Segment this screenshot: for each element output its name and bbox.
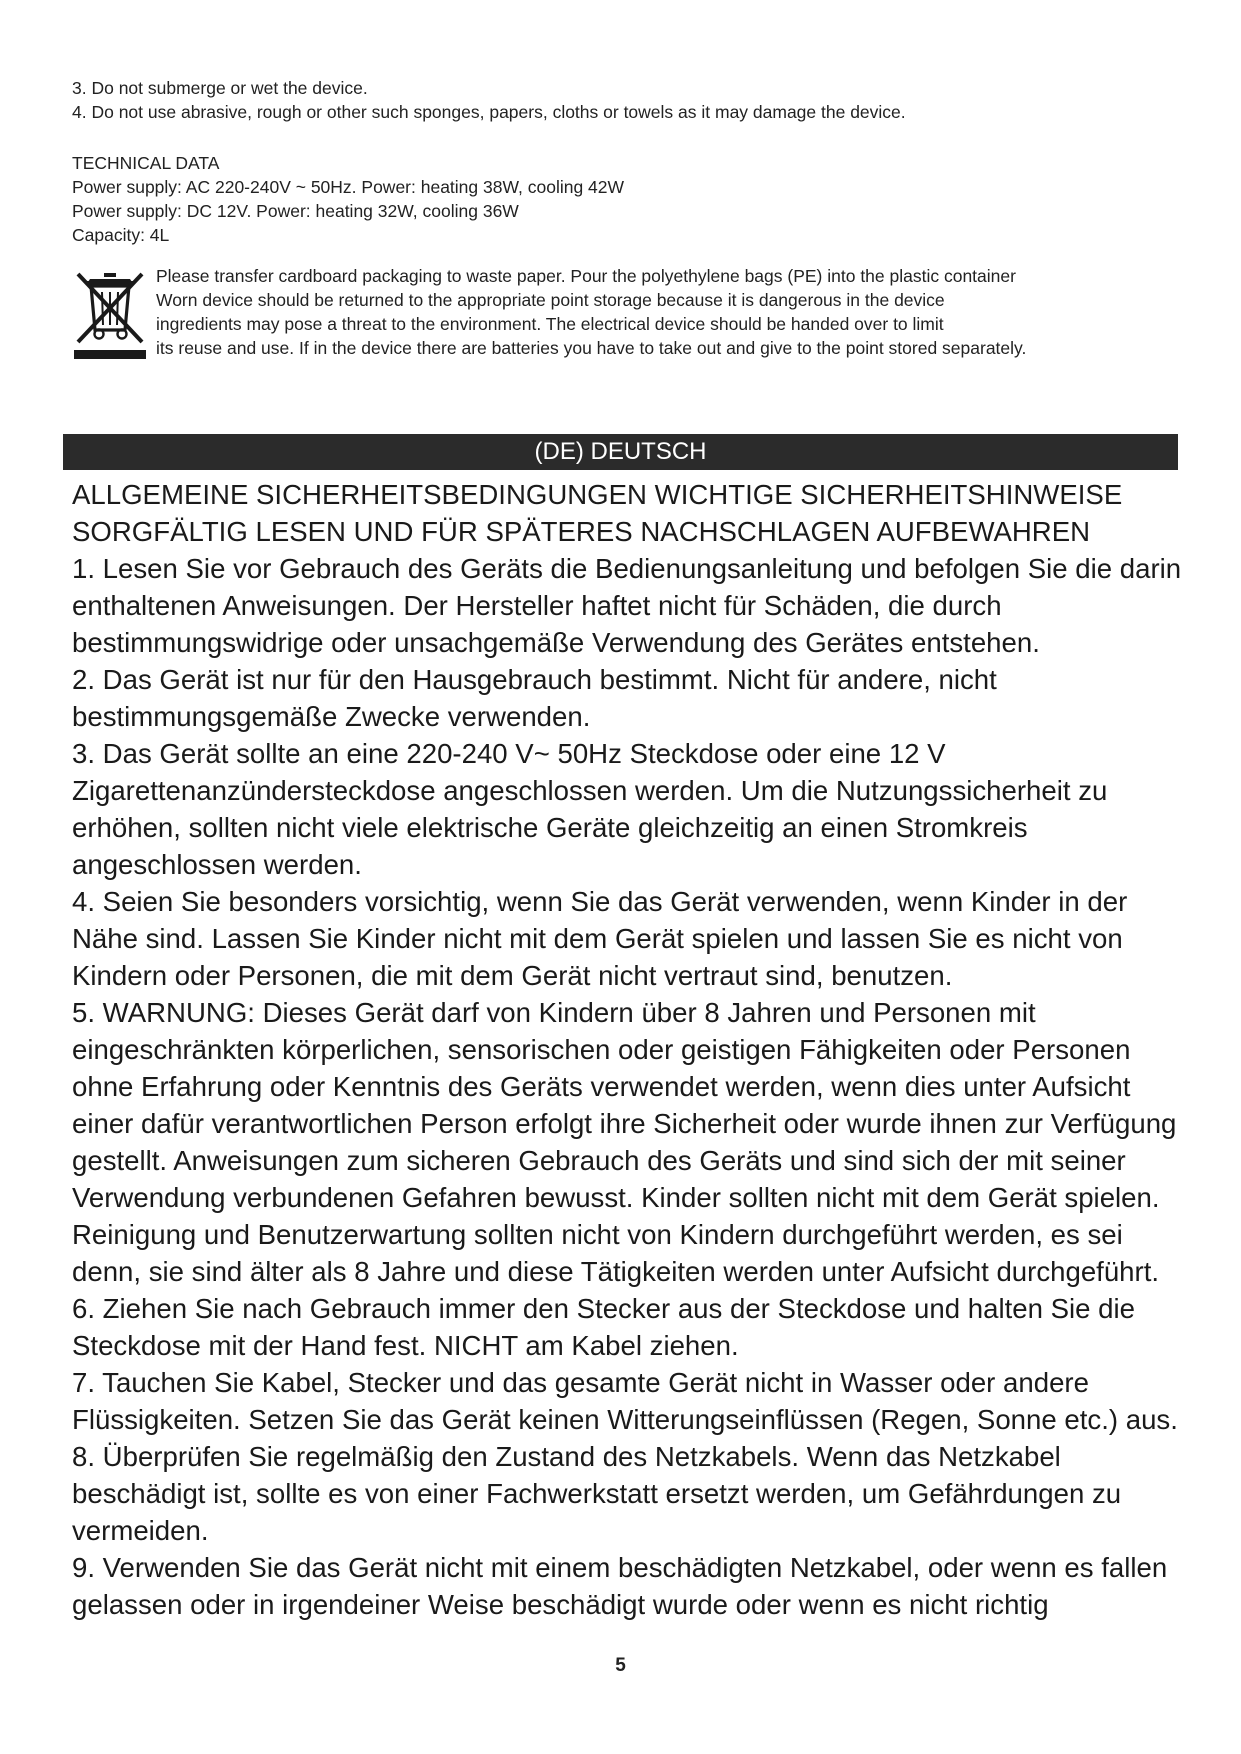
german-text-line: einer dafür verantwortlichen Person erfolgt ihre Sicherheit oder wurde ihnen zur Verfügung	[72, 1108, 1177, 1139]
german-text-line: enthaltenen Anweisungen. Der Hersteller haftet nicht für Schäden, die durch	[72, 590, 1002, 621]
technical-data-heading: TECHNICAL DATA	[72, 153, 220, 173]
german-text-line: 4. Seien Sie besonders vorsichtig, wenn Sie das Gerät verwenden, wenn Kinder in der	[72, 886, 1128, 917]
german-text-line: 2. Das Gerät ist nur für den Hausgebrauch bestimmt. Nicht für andere, nicht	[72, 664, 997, 695]
disposal-notice	[72, 264, 1182, 364]
german-text-line: Zigarettenanzündersteckdose angeschlossen werden. Um die Nutzungssicherheit zu	[72, 775, 1108, 806]
german-text-line: 6. Ziehen Sie nach Gebrauch immer den Stecker aus der Steckdose und halten Sie die	[72, 1293, 1135, 1324]
german-text-line: Steckdose mit der Hand fest. NICHT am Kabel ziehen.	[72, 1330, 739, 1361]
disposal-line: Please transfer cardboard packaging to waste paper. Pour the polyethylene bags (PE) into the plastic container	[156, 266, 1016, 286]
german-text-line: denn, sie sind älter als 8 Jahre und diese Tätigkeiten werden unter Aufsicht durchgeführt.	[72, 1256, 1160, 1287]
german-text-line: 7. Tauchen Sie Kabel, Stecker und das gesamte Gerät nicht in Wasser oder andere	[72, 1367, 1089, 1398]
german-text-line: 3. Das Gerät sollte an eine 220-240 V~ 50Hz Steckdose oder eine 12 V	[72, 738, 946, 769]
german-text-line: gelassen oder in irgendeiner Weise beschädigt wurde oder wenn es nicht richtig	[72, 1589, 1049, 1620]
german-text-line: Reinigung und Benutzerwartung sollten nicht von Kindern durchgeführt werden, es sei	[72, 1219, 1123, 1250]
german-text-line: beschädigt ist, sollte es von einer Fachwerkstatt ersetzt werden, um Gefährdungen zu	[72, 1478, 1122, 1509]
disposal-line: Worn device should be returned to the appropriate point storage because it is dangerous in the device	[156, 290, 945, 310]
german-text-line: 9. Verwenden Sie das Gerät nicht mit einem beschädigten Netzkabel, oder wenn es fallen	[72, 1552, 1168, 1583]
disposal-line: ingredients may pose a threat to the environment. The electrical device should be handed over to limit	[156, 314, 944, 334]
german-text-line: gestellt. Anweisungen zum sicheren Gebrauch des Geräts und sind sich der mit seiner	[72, 1145, 1126, 1176]
care-line: 4. Do not use abrasive, rough or other such sponges, papers, cloths or towels as it may damage the device.	[72, 102, 906, 122]
german-text-line: bestimmungsgemäße Zwecke verwenden.	[72, 701, 591, 732]
german-text-line: angeschlossen werden.	[72, 849, 362, 880]
disposal-line: its reuse and use. If in the device there are batteries you have to take out and give to the point stored separately.	[156, 338, 1027, 358]
german-text-line: erhöhen, sollten nicht viele elektrische Geräte gleichzeitig an einen Stromkreis	[72, 812, 1028, 843]
german-text-line: 1. Lesen Sie vor Gebrauch des Geräts die Bedienungsanleitung und befolgen Sie die darin	[72, 553, 1182, 584]
technical-data-line: Power supply: AC 220-240V ~ 50Hz. Power: heating 38W, cooling 42W	[72, 177, 625, 197]
disposal-text	[156, 264, 1176, 360]
german-text-line: Kindern oder Personen, die mit dem Gerät nicht vertraut sind, benutzen.	[72, 960, 953, 991]
crossed-out-wheelie-bin-icon	[72, 270, 148, 360]
language-section-header: (DE) DEUTSCH	[63, 434, 1178, 470]
german-text-line: vermeiden.	[72, 1515, 209, 1546]
german-text-line: Verwendung verbundenen Gefahren bewusst. Kinder sollten nicht mit dem Gerät spielen.	[72, 1182, 1160, 1213]
technical-data-line: Power supply: DC 12V. Power: heating 32W, cooling 36W	[72, 201, 519, 221]
german-text-line: Flüssigkeiten. Setzen Sie das Gerät keinen Witterungseinflüssen (Regen, Sonne etc.) aus.	[72, 1404, 1178, 1435]
german-text-line: Nähe sind. Lassen Sie Kinder nicht mit dem Gerät spielen und lassen Sie es nicht von	[72, 923, 1123, 954]
german-text-line: ohne Erfahrung oder Kenntnis des Geräts verwendet werden, wenn dies unter Aufsicht	[72, 1071, 1131, 1102]
german-text-line: 5. WARNUNG: Dieses Gerät darf von Kindern über 8 Jahren und Personen mit	[72, 997, 1036, 1028]
care-line: 3. Do not submerge or wet the device.	[72, 78, 368, 98]
german-section	[72, 476, 1192, 1623]
english-section	[72, 76, 1192, 247]
german-text-line: eingeschränkten körperlichen, sensorischen oder geistigen Fähigkeiten oder Personen	[72, 1034, 1131, 1065]
page-number: 5	[615, 1655, 626, 1676]
technical-data-line: Capacity: 4L	[72, 225, 170, 245]
german-text-line: ALLGEMEINE SICHERHEITSBEDINGUNGEN WICHTIGE SICHERHEITSHINWEISE	[72, 479, 1123, 510]
german-text-line: 8. Überprüfen Sie regelmäßig den Zustand des Netzkabels. Wenn das Netzkabel	[72, 1441, 1061, 1472]
german-text-line: bestimmungswidrige oder unsachgemäße Verwendung des Gerätes entstehen.	[72, 627, 1040, 658]
german-text-line: SORGFÄLTIG LESEN UND FÜR SPÄTERES NACHSCHLAGEN AUFBEWAHREN	[72, 516, 1091, 547]
